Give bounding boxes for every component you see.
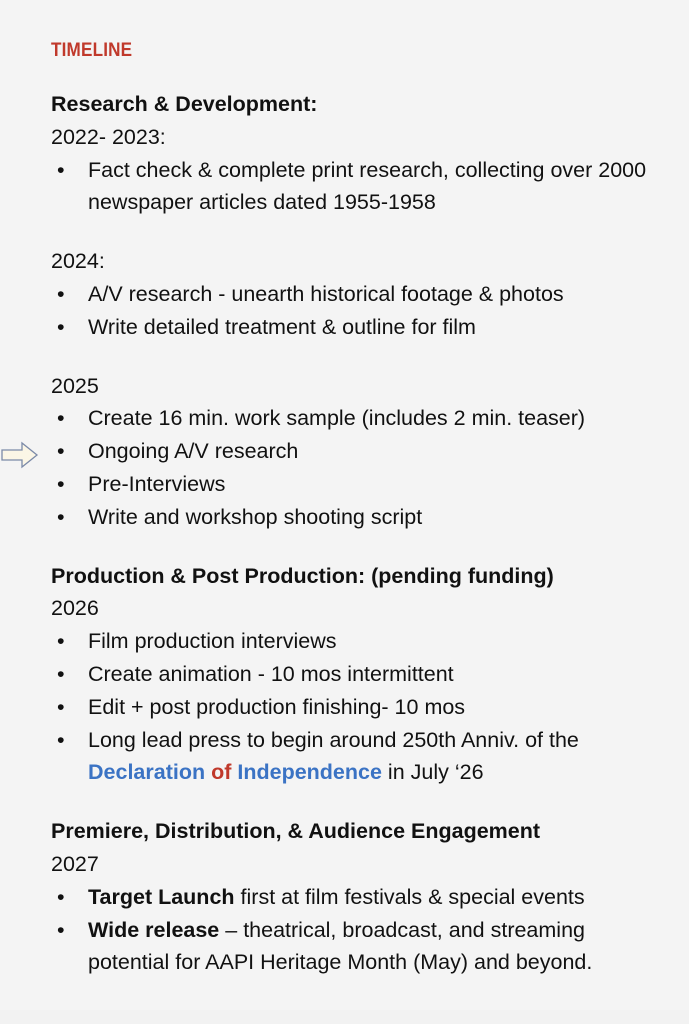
section-title-premiere: Premiere, Distribution, & Audience Engagement <box>51 819 541 844</box>
timeline-content <box>51 88 661 979</box>
bold-label: Wide release <box>88 917 220 942</box>
bullet-list <box>51 881 661 979</box>
bold-label: Target Launch <box>88 884 235 909</box>
list-item: • Create animation - 10 mos intermittent <box>51 658 661 691</box>
of-text: of <box>211 760 232 785</box>
declaration-text: Declaration <box>88 760 206 785</box>
year-label: 2025 <box>51 373 99 398</box>
right-arrow-icon <box>0 440 40 470</box>
list-item: • Write detailed treatment & outline for film <box>51 311 661 344</box>
bullet-list <box>51 402 661 533</box>
list-item <box>51 724 661 790</box>
list-item: • Film production interviews <box>51 625 661 658</box>
bullet-list <box>51 154 661 220</box>
list-item <box>51 881 661 914</box>
list-item <box>51 914 661 980</box>
list-item: • Ongoing A/V research <box>51 435 661 468</box>
list-item: • Create 16 min. work sample (includes 2 min. teaser) <box>51 402 661 435</box>
list-item-text: Long lead press to begin around 250th Anniv. of the <box>88 727 579 752</box>
section-title-production: Production & Post Production: (pending funding) <box>51 563 554 588</box>
list-item-text: first at film festivals & special events <box>240 884 585 909</box>
year-label: 2027 <box>51 851 99 876</box>
list-item: • Pre-Interviews <box>51 468 661 501</box>
list-item: • Edit + post production finishing- 10 mos <box>51 691 661 724</box>
year-label: 2022- 2023: <box>51 124 166 149</box>
list-item: • Fact check & complete print research, collecting over 2000 newspaper articles dated 1955-1958 <box>51 154 661 220</box>
independence-text: Independence <box>237 760 382 785</box>
bullet-list <box>51 625 661 789</box>
year-label: 2026 <box>51 596 99 621</box>
timeline-heading: TIMELINE <box>51 40 133 61</box>
list-item-text: in July ‘26 <box>387 760 484 785</box>
year-label: 2024: <box>51 249 105 274</box>
section-title-research: Research & Development: <box>51 92 318 116</box>
list-item: • Write and workshop shooting script <box>51 501 661 534</box>
list-item: • A/V research - unearth historical footage & photos <box>51 278 661 311</box>
list-item-text: – theatrical, broadcast, and streaming potential for AAPI Heritage Month (May) and beyond. <box>88 917 593 975</box>
bullet-list <box>51 278 661 344</box>
